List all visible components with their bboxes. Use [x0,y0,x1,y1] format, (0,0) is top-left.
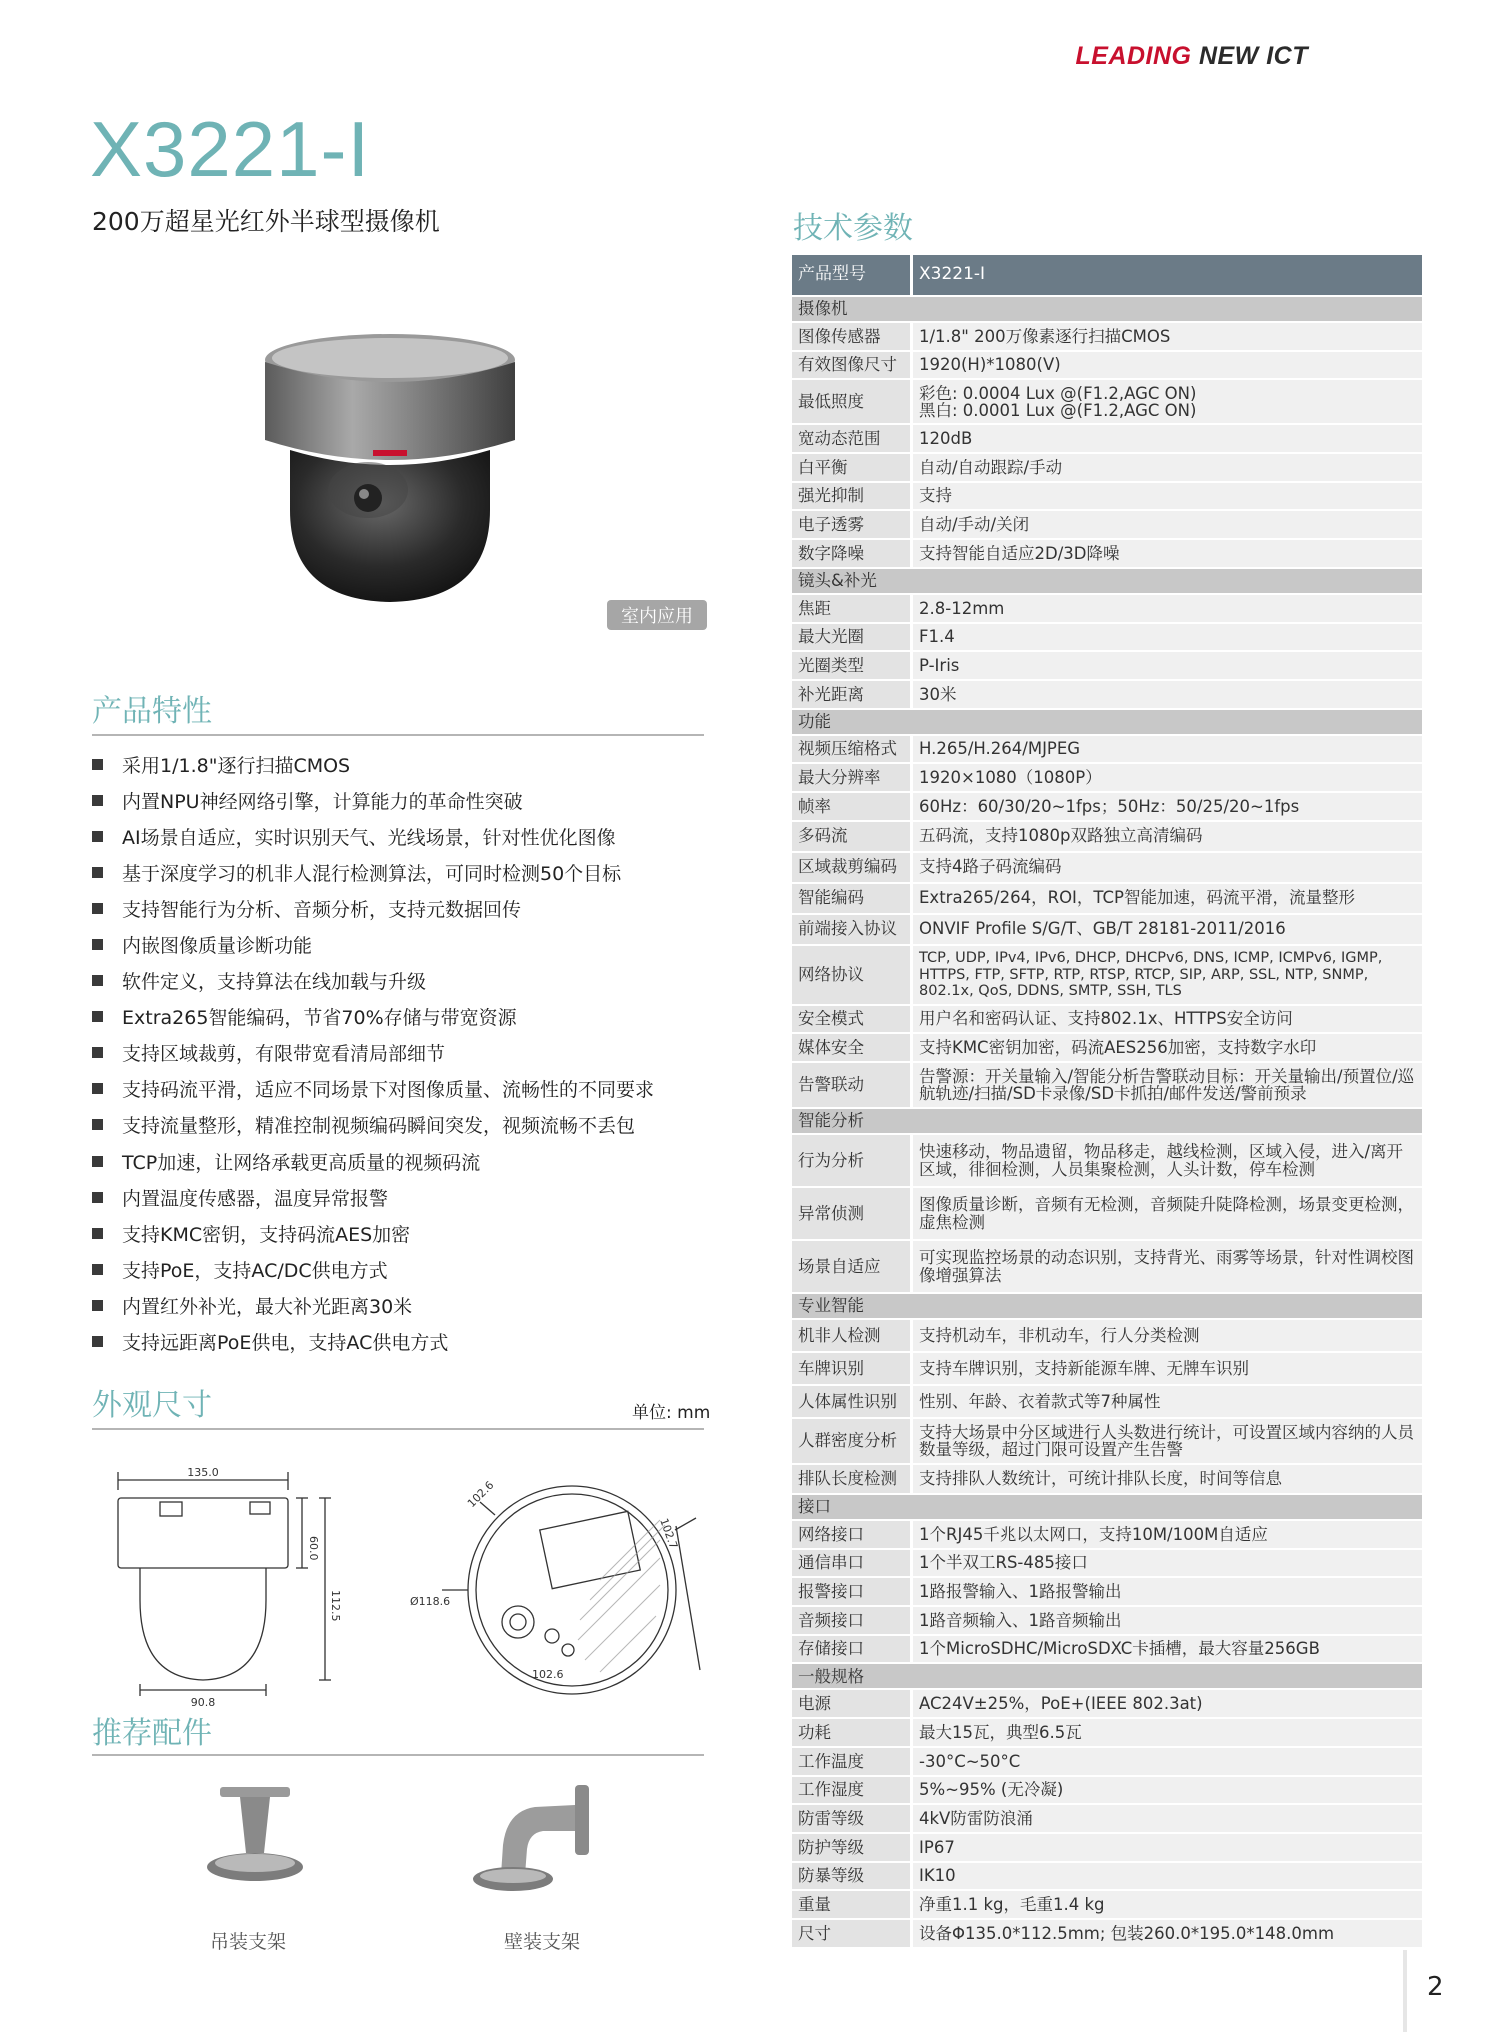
features-divider [92,734,704,736]
dim-label-d1: 135.0 [187,1466,219,1479]
specs-header-row: 产品型号 X3221-I [792,255,1422,295]
spec-row: 最大分辨率 1920×1080（1080P） [792,764,1422,791]
spec-row: 数字降噪 支持智能自适应2D/3D降噪 [792,540,1422,567]
bullet-icon [92,1011,103,1022]
product-subtitle: 200万超星光红外半球型摄像机 [92,207,440,236]
accessory-label: 吊装支架 [209,1931,286,1953]
dim-label-d7: 102.6 [532,1668,564,1681]
spec-row: 前端接入协议 ONVIF Profile S/G/T、GB/T 28181-2011/2016 [792,915,1422,944]
spec-category: 智能分析 [792,1109,1422,1133]
dim-label-d6: 102.6 [464,1478,497,1511]
spec-row: 工作湿度 5%~95% (无冷凝) [792,1777,1422,1804]
spec-category: 镜头&补光 [792,569,1422,593]
spec-row: 有效图像尺寸 1920(H)*1080(V) [792,352,1422,379]
bullet-icon [92,759,103,770]
dim-label-d5: Ø118.6 [410,1595,451,1608]
page-number: 2 [1427,1972,1444,2002]
spec-row: 人体属性识别 性别、年龄、衣着款式等7种属性 [792,1386,1422,1417]
feature-item: 支持流量整形，精准控制视频编码瞬间突发，视频流畅不丢包 [92,1107,712,1143]
spec-row: 视频压缩格式 H.265/H.264/MJPEG [792,736,1422,763]
feature-item: 支持码流平滑，适应不同场景下对图像质量、流畅性的不同要求 [92,1071,712,1107]
spec-row: 人群密度分析 支持大场景中分区域进行人头数进行统计，可设置区域内容纳的人员数量等级，超过门限可设置产生告警 [792,1419,1422,1463]
spec-row: 电子透雾 自动/手动/关闭 [792,511,1422,538]
spec-row: 行为分析 快速移动，物品遗留，物品移走，越线检测，区域入侵，进入/离开区域，徘徊检测，人员集聚检测，人头计数，停车检测 [792,1135,1422,1186]
spec-row: 区域裁剪编码 支持4路子码流编码 [792,853,1422,882]
spec-row: 多码流 五码流，支持1080p双路独立高清编码 [792,822,1422,851]
accessories-divider [92,1754,704,1756]
spec-row: 异常侦测 图像质量诊断，音频有无检测，音频陡升陡降检测，场景变更检测，虚焦检测 [792,1188,1422,1239]
feature-item: 支持KMC密钥，支持码流AES加密 [92,1215,712,1251]
spec-row: 白平衡 自动/自动跟踪/手动 [792,454,1422,481]
spec-row: 最低照度 彩色: 0.0004 Lux @(F1.2,AGC ON) 黑白: 0.0001 Lux @(F1.2,AGC ON) [792,380,1422,423]
spec-category: 功能 [792,710,1422,734]
ceiling-mount-image [190,1775,320,1905]
bullet-icon [92,939,103,950]
spec-row: 重量 净重1.1 kg，毛重1.4 kg [792,1891,1422,1918]
bullet-icon [92,903,103,914]
spec-row: 安全模式 用户名和密码认证、支持802.1x、HTTPS安全访问 [792,1006,1422,1033]
feature-item: 支持远距离PoE供电，支持AC供电方式 [92,1324,712,1360]
bullet-icon [92,1083,103,1094]
spec-row: 防暴等级 IK10 [792,1863,1422,1890]
dimensions-title: 外观尺寸 [92,1388,212,1423]
application-badge: 室内应用 [607,600,707,630]
specs-title: 技术参数 [793,211,913,246]
spec-row: 网络接口 1个RJ45千兆以太网口，支持10M/100M自适应 [792,1521,1422,1548]
dim-label-d4: 90.8 [190,1696,216,1709]
feature-item: 内置红外补光，最大补光距离30米 [92,1287,712,1323]
accessory-label: 壁装支架 [503,1931,580,1953]
features-list [92,746,712,1360]
bullet-icon [92,1300,103,1311]
bullet-icon [92,831,103,842]
spec-row: 帧率 60Hz：60/30/20~1fps；50Hz：50/25/20~1fps [792,793,1422,820]
accessories-title: 推荐配件 [92,1716,212,1751]
dimension-drawing [100,1460,720,1710]
bullet-icon [92,1047,103,1058]
bullet-icon [92,867,103,878]
spec-row: 焦距 2.8-12mm [792,595,1422,622]
page-number-bar [1403,1950,1407,2032]
spec-row: 存储接口 1个MicroSDHC/MicroSDXC卡插槽，最大容量256GB [792,1636,1422,1663]
specs-table [792,253,1422,1949]
spec-row: 智能编码 Extra265/264，ROI，TCP智能加速，码流平滑，流量整形 [792,884,1422,913]
feature-item: 采用1/1.8"逐行扫描CMOS [92,746,712,782]
spec-row: 电源 AC24V±25%，PoE+(IEEE 802.3at) [792,1690,1422,1717]
spec-row: 机非人检测 支持机动车，非机动车，行人分类检测 [792,1320,1422,1351]
spec-row: 报警接口 1路报警输入、1路报警输出 [792,1578,1422,1605]
spec-row: 防雷等级 4kV防雷防浪涌 [792,1805,1422,1832]
spec-row: 告警联动 告警源：开关量输入/智能分析告警联动目标：开关量输出/预置位/巡航轨迹/扫描/SD卡录像/SD卡抓拍/邮件发送/警前预录 [792,1063,1422,1107]
bullet-icon [92,1336,103,1347]
bullet-icon [92,795,103,806]
bullet-icon [92,975,103,986]
spec-category: 专业智能 [792,1294,1422,1318]
spec-row: 媒体安全 支持KMC密钥加密，码流AES256加密，支持数字水印 [792,1034,1422,1061]
bullet-icon [92,1228,103,1239]
spec-row: 工作温度 -30°C~50°C [792,1748,1422,1775]
spec-row: 通信串口 1个半双工RS-485接口 [792,1550,1422,1577]
spec-category: 接口 [792,1495,1422,1519]
spec-row: 音频接口 1路音频输入、1路音频输出 [792,1607,1422,1634]
spec-category: 一般规格 [792,1664,1422,1688]
spec-row: 功耗 最大15瓦，典型6.5瓦 [792,1719,1422,1746]
wall-mount-image [455,1775,605,1905]
brand-logo [1076,42,1309,71]
spec-row: 最大光圈 F1.4 [792,624,1422,651]
spec-row: 光圈类型 P-Iris [792,652,1422,679]
feature-item: 内置温度传感器，温度异常报警 [92,1179,712,1215]
feature-item: 支持智能行为分析、音频分析，支持元数据回传 [92,890,712,926]
feature-item: Extra265智能编码，节省70%存储与带宽资源 [92,999,712,1035]
feature-item: 支持区域裁剪，有限带宽看清局部细节 [92,1035,712,1071]
feature-item: TCP加速，让网络承载更高质量的视频码流 [92,1143,712,1179]
spec-row: 图像传感器 1/1.8" 200万像素逐行扫描CMOS [792,323,1422,350]
spec-row: 车牌识别 支持车牌识别，支持新能源车牌、无牌车识别 [792,1353,1422,1384]
bullet-icon [92,1119,103,1130]
spec-row: 强光抑制 支持 [792,483,1422,510]
spec-row: 尺寸 设备Φ135.0*112.5mm; 包装260.0*195.0*148.0mm [792,1920,1422,1947]
spec-category: 摄像机 [792,297,1422,321]
dim-label-d3: 112.5 [329,1590,342,1622]
feature-item: 内置NPU神经网络引擎，计算能力的革命性突破 [92,782,712,818]
brand-logo-part1: LEADING [1075,42,1192,70]
camera-image [240,330,560,630]
spec-row: 补光距离 30米 [792,681,1422,708]
product-model-title: X3221-I [90,105,371,193]
feature-item: AI场景自适应，实时识别天气、光线场景，针对性优化图像 [92,818,712,854]
feature-item: 基于深度学习的机非人混行检测算法，可同时检测50个目标 [92,854,712,890]
spec-row: 网络协议 TCP, UDP, IPv4, IPv6, DHCP, DHCPv6, DNS, ICMP, ICMPv6, IGMP, HTTPS, FTP, SFTP, RTP, RTSP, RTCP, SIP, ARP, SSL, NTP, SNMP, 802.1x, QoS, DDNS, SMTP, SSH, TLS [792,946,1422,1004]
features-title: 产品特性 [92,694,212,729]
dim-label-d8: 102.7 [657,1516,681,1551]
dim-label-d2: 60.0 [307,1536,320,1561]
feature-item: 软件定义，支持算法在线加载与升级 [92,963,712,999]
spec-row: 排队长度检测 支持排队人数统计，可统计排队长度，时间等信息 [792,1465,1422,1493]
spec-row: 宽动态范围 120dB [792,425,1422,452]
dimensions-unit: 单位: mm [632,1403,711,1423]
feature-item: 内嵌图像质量诊断功能 [92,926,712,962]
dimensions-divider [92,1428,704,1430]
bullet-icon [92,1192,103,1203]
bullet-icon [92,1156,103,1167]
feature-item: 支持PoE，支持AC/DC供电方式 [92,1251,712,1287]
bullet-icon [92,1264,103,1275]
spec-row: 防护等级 IP67 [792,1834,1422,1861]
brand-logo-part2: NEW ICT [1198,42,1308,70]
spec-row: 场景自适应 可实现监控场景的动态识别，支持背光、雨雾等场景，针对性调校图像增强算法 [792,1241,1422,1292]
